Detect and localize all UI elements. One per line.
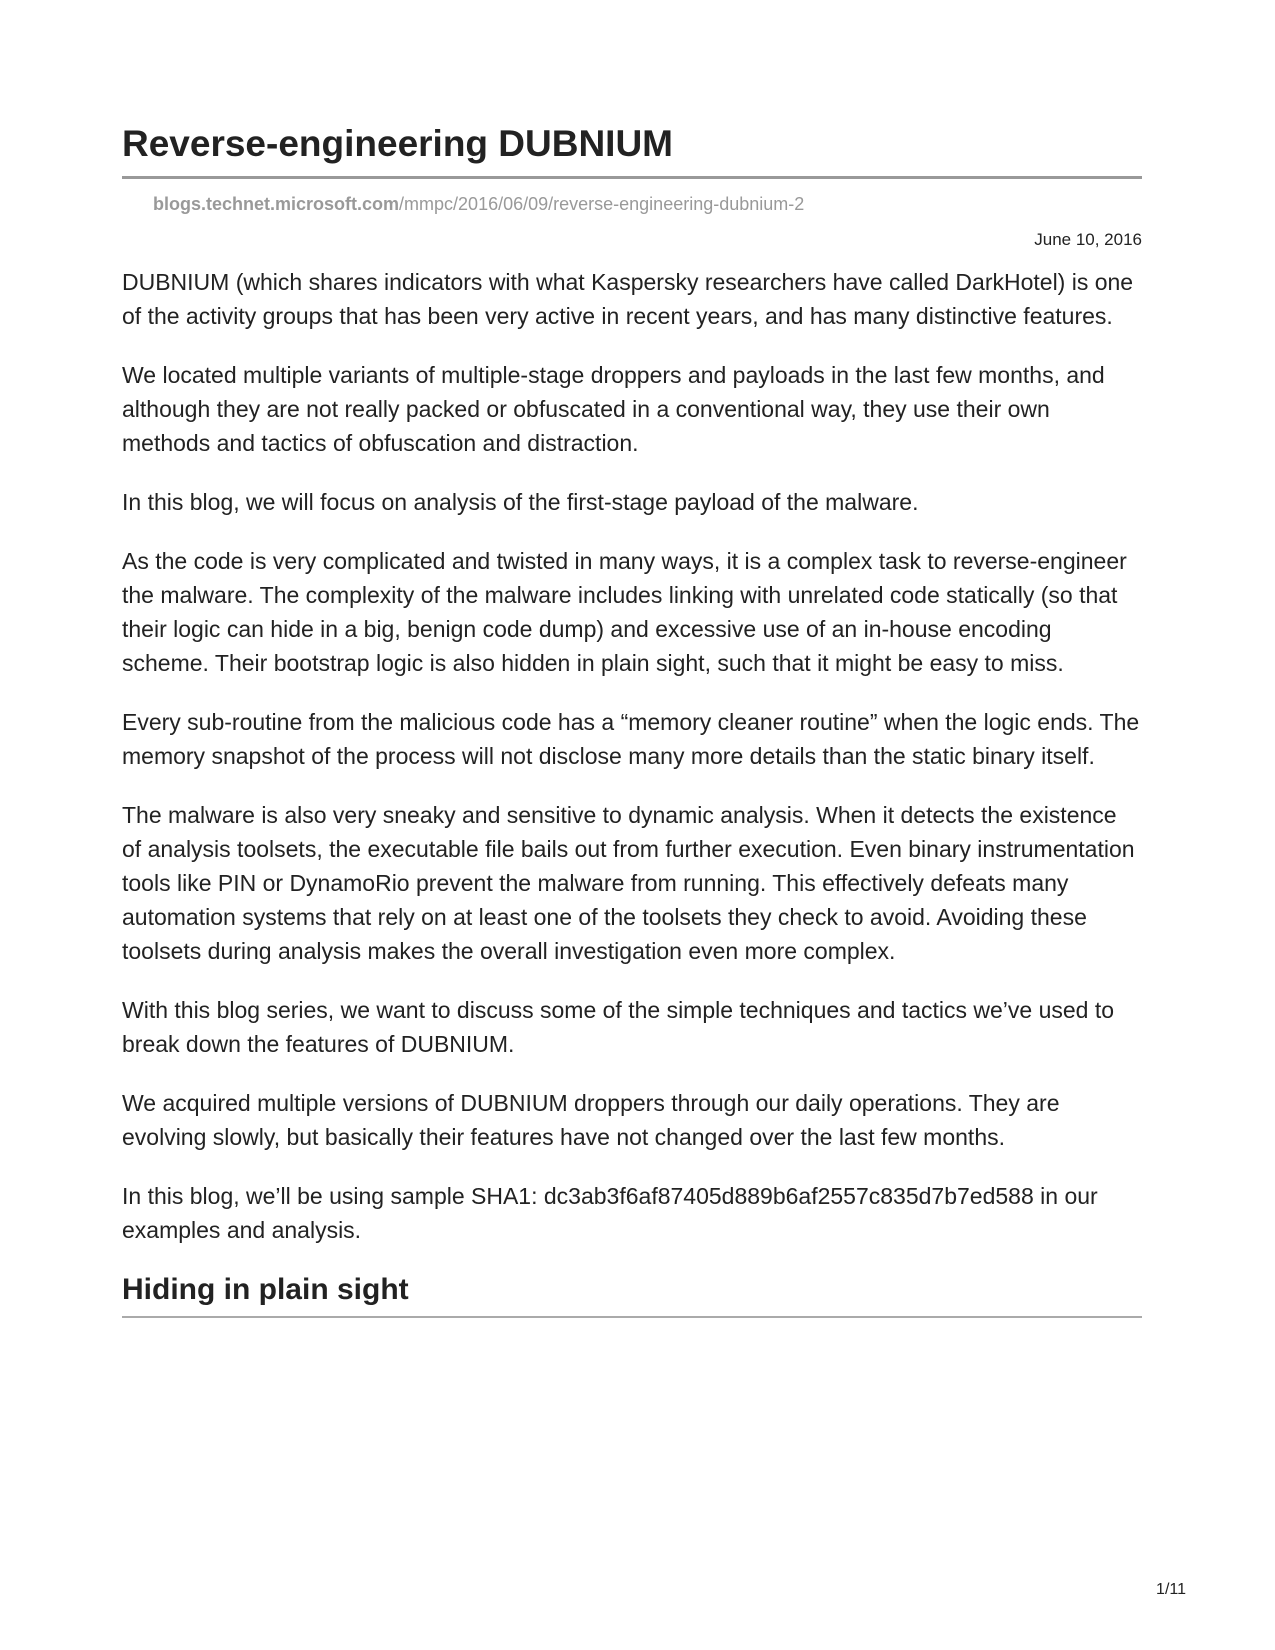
paragraph: We located multiple variants of multiple-stage droppers and payloads in the last few months, and although they are not really packed or obfuscated in a conventional way, they use their own methods and tactics of obfuscation and distraction. [122, 362, 1105, 456]
article [122, 122, 1142, 1318]
paragraph: We acquired multiple versions of DUBNIUM droppers through our daily operations. They are evolving slowly, but basically their features have not changed over the last few months. [122, 1090, 1060, 1150]
source-path: /mmpc/2016/06/09/reverse-engineering-dubnium-2 [399, 194, 805, 214]
paragraph: As the code is very complicated and twisted in many ways, it is a complex task to reverse-engineer the malware. The complexity of the malware includes linking with unrelated code statically (so that their logic can hide in a big, benign code dump) and excessive use of an in-house encoding scheme. Their bootstrap logic is also hidden in plain sight, such that it might be easy to miss. [122, 548, 1127, 676]
paragraph: In this blog, we will focus on analysis of the first-stage payload of the malware. [122, 489, 919, 515]
publish-date: June 10, 2016 [1034, 230, 1142, 249]
article-body [122, 265, 1142, 1247]
paragraph: In this blog, we’ll be using sample SHA1: dc3ab3f6af87405d889b6af2557c835d7b7ed588 in our examples and analysis. [122, 1183, 1098, 1243]
source-domain: blogs.technet.microsoft.com [153, 194, 400, 214]
page-number: 1/11 [1156, 1581, 1186, 1598]
paragraph: With this blog series, we want to discuss some of the simple techniques and tactics we’ve used to break down the features of DUBNIUM. [122, 997, 1115, 1057]
page-title: Reverse-engineering DUBNIUM [122, 122, 1142, 179]
section-heading: Hiding in plain sight [122, 1272, 1142, 1318]
paragraph: Every sub-routine from the malicious code has a “memory cleaner routine” when the logic ends. The memory snapshot of the process will not disclose many more details than the static binary itself. [122, 709, 1140, 769]
source-url[interactable] [153, 193, 1142, 215]
paragraph: DUBNIUM (which shares indicators with what Kaspersky researchers have called DarkHotel) is one of the activity groups that has been very active in recent years, and has many distinctive features. [122, 269, 1134, 329]
paragraph: The malware is also very sneaky and sensitive to dynamic analysis. When it detects the existence of analysis toolsets, the executable file bails out from further execution. Even binary instrumentation tools like PIN or DynamoRio prevent the malware from running. This effectively defeats many automation systems that rely on at least one of the toolsets they check to avoid. Avoiding these toolsets during analysis makes the overall investigation even more complex. [122, 802, 1135, 964]
